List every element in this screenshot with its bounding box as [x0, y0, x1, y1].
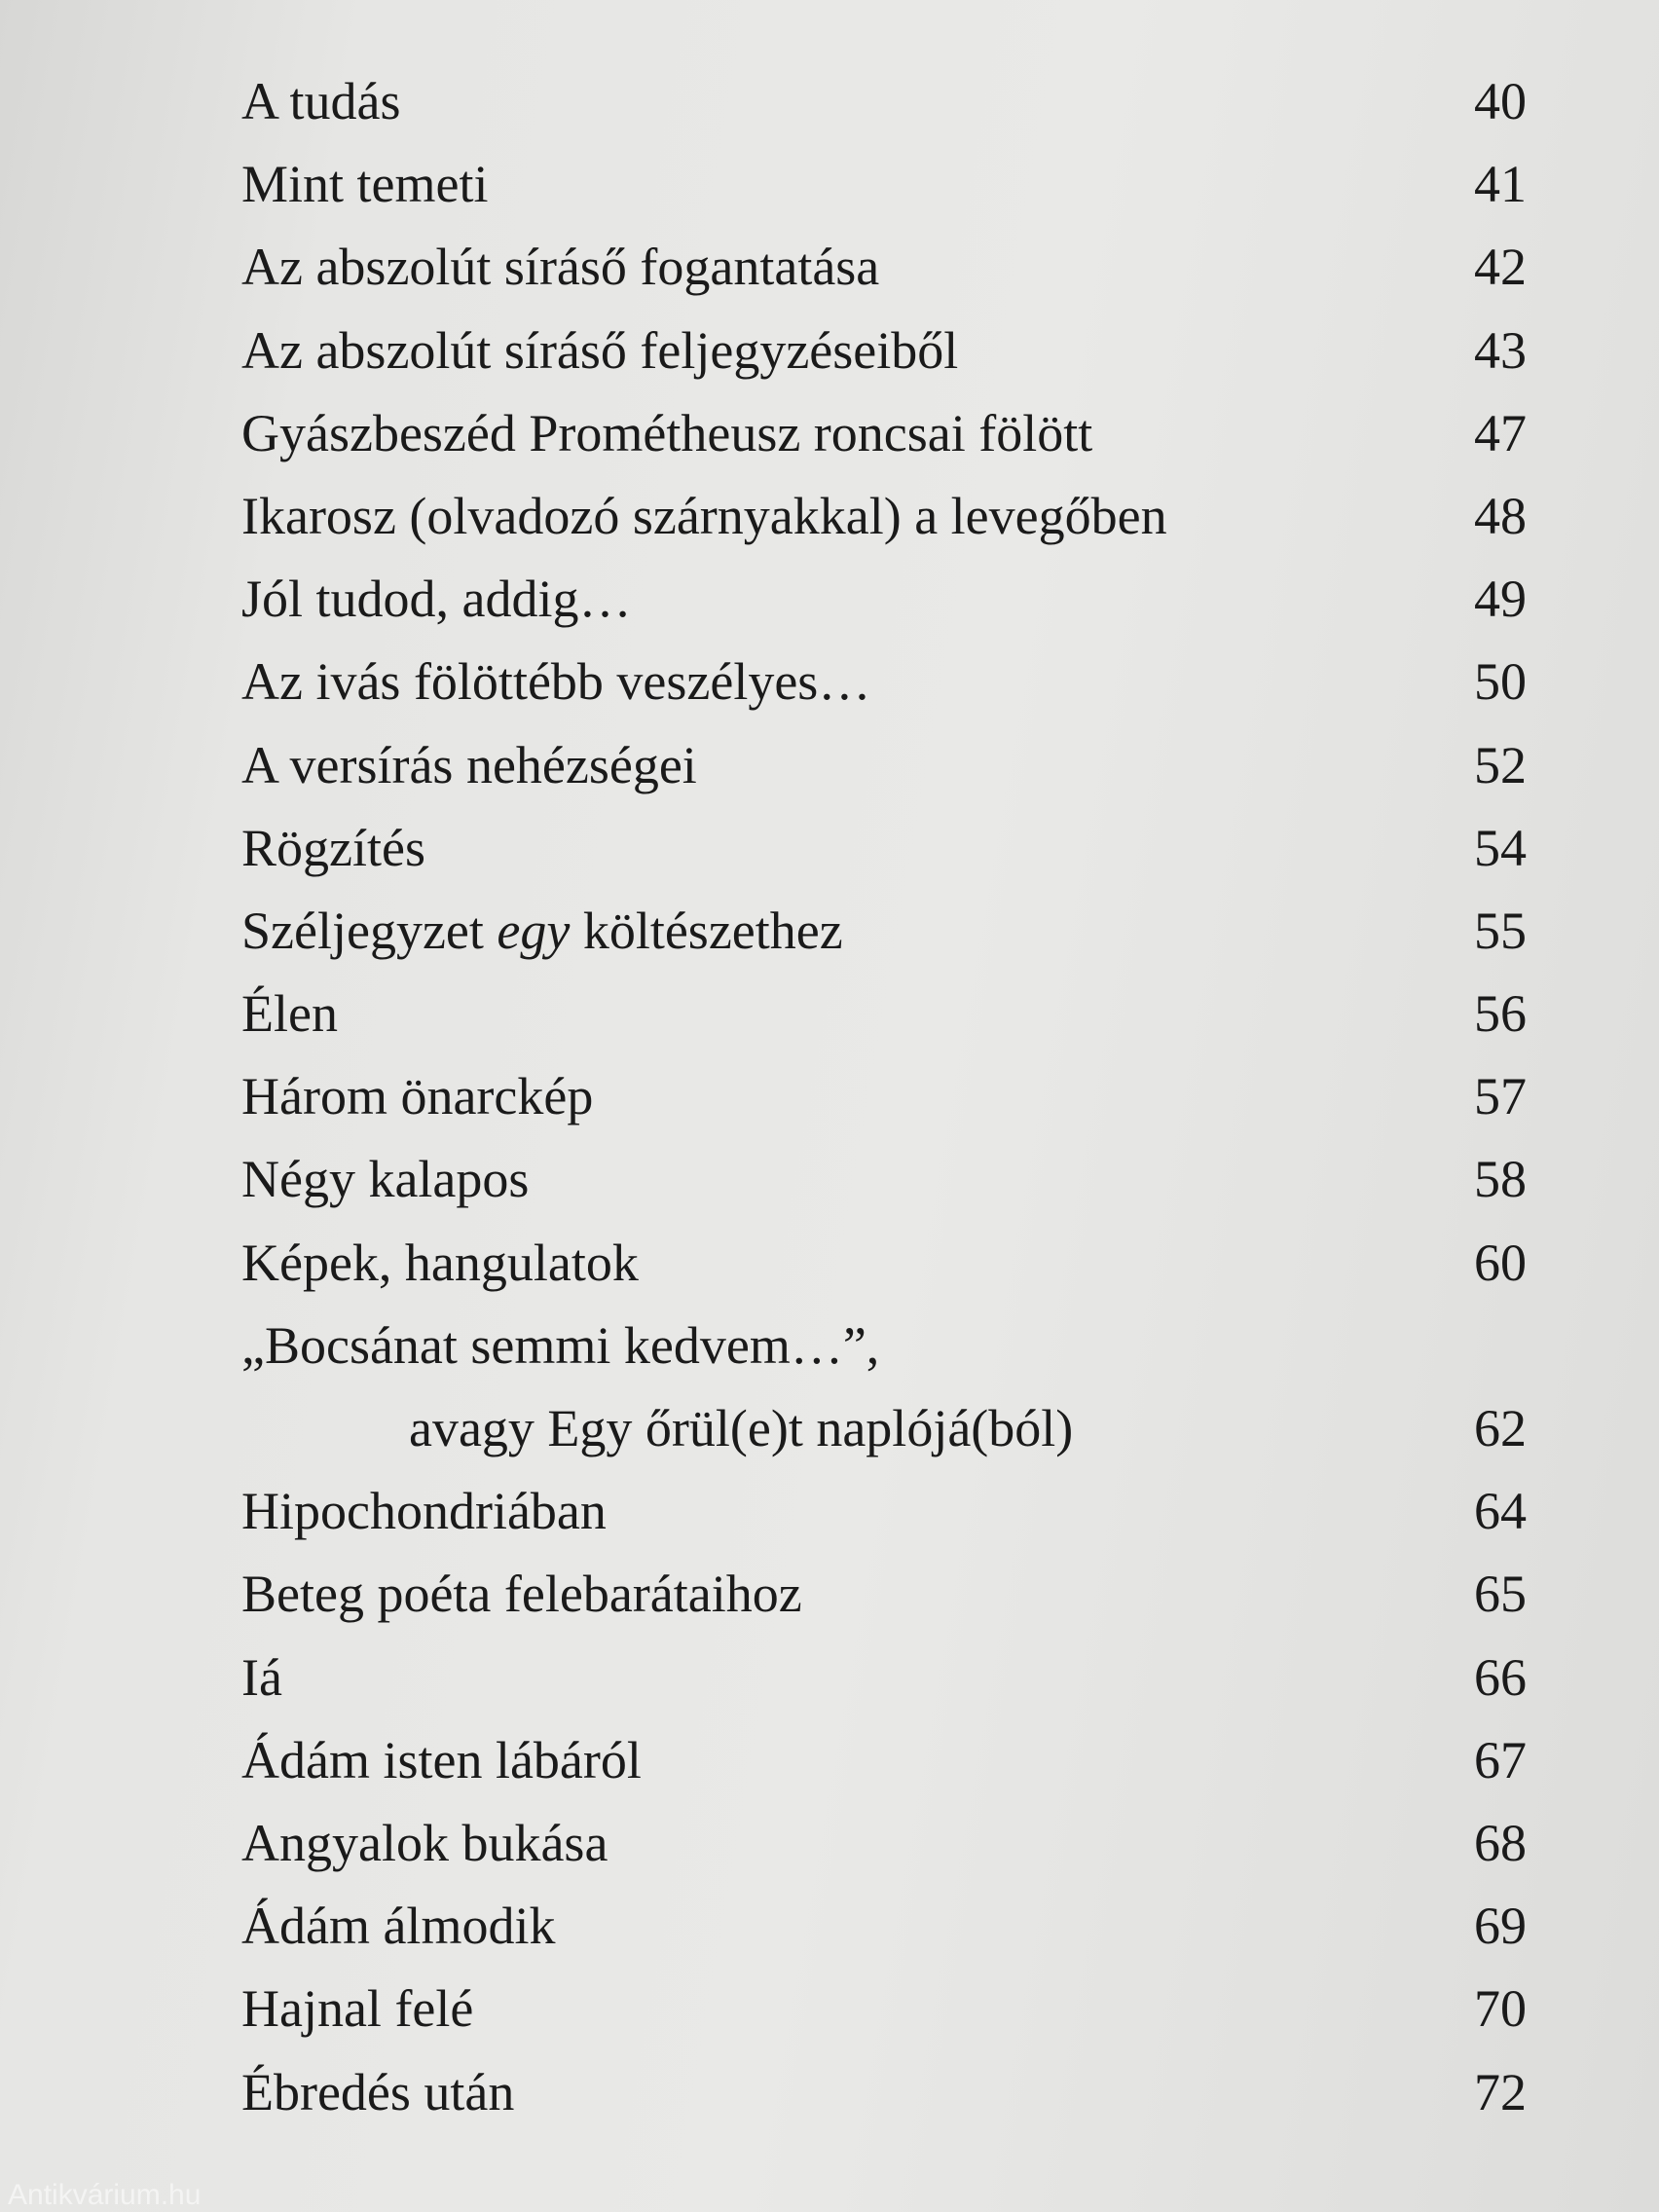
toc-entry	[241, 232, 1527, 314]
toc-entry-page: 49	[1474, 570, 1527, 629]
toc-entry	[241, 730, 1527, 813]
toc-entry-title: Élen	[241, 984, 338, 1044]
toc-entry-page: 69	[1474, 1897, 1527, 1956]
toc-entry	[241, 66, 1527, 149]
toc-entry-page: 57	[1474, 1067, 1527, 1126]
toc-entry	[241, 1144, 1527, 1227]
toc-entry	[241, 1891, 1527, 1973]
toc-entry	[241, 398, 1527, 481]
toc-entry-title: A tudás	[241, 72, 401, 130]
toc-entry	[241, 1476, 1527, 1559]
toc-entry-page: 50	[1474, 652, 1527, 712]
toc-entry-title: Jól tudod, addig…	[241, 570, 632, 629]
toc-entry-page: 47	[1474, 403, 1527, 462]
toc-entry-page: 62	[1474, 1399, 1527, 1457]
toc-entry	[241, 315, 1527, 398]
toc-entry	[241, 564, 1527, 646]
toc-entry-page: 65	[1474, 1565, 1527, 1624]
toc-entry	[241, 149, 1527, 232]
toc-entry	[241, 1642, 1527, 1725]
watermark: Antikvárium.hu	[8, 2179, 202, 2211]
toc-entry-title: Három önarckép	[241, 1067, 594, 1126]
toc-entry-title: Mint temeti	[241, 155, 489, 214]
toc-entry-title-pre: Széljegyzet	[241, 901, 498, 960]
toc-entry	[241, 646, 1527, 729]
toc-entry-page: 68	[1474, 1813, 1527, 1872]
toc-entry-title-post: költészethez	[570, 901, 843, 960]
toc-entry-page: 58	[1474, 1150, 1527, 1209]
toc-entry-title: Az abszolút síráső feljegyzéseiből	[241, 320, 959, 380]
toc-entry-page: 70	[1474, 1979, 1527, 2039]
toc-entry	[241, 1973, 1527, 2056]
toc-entry-title: avagy Egy őrül(e)t naplójá(ból)	[409, 1399, 1074, 1457]
toc-entry-title: Rögzítés	[241, 818, 425, 877]
toc-entry-title: „Bocsánat semmi kedvem…”,	[241, 1315, 880, 1375]
toc-entry-title: Ikarosz (olvadozó szárnyakkal) a levegőben	[241, 486, 1167, 545]
toc-entry-title: Gyászbeszéd Prométheusz roncsai fölött	[241, 403, 1093, 462]
toc-entry-title	[241, 896, 843, 966]
toc-entry-page: 48	[1474, 486, 1527, 545]
toc-entry-page: 56	[1474, 984, 1527, 1044]
toc-entry	[241, 1061, 1527, 1144]
toc-entry	[241, 813, 1527, 896]
toc-entry-page: 64	[1474, 1482, 1527, 1541]
toc-entry	[241, 1310, 1527, 1393]
toc-entry-title: Hajnal felé	[241, 1979, 474, 2039]
table-of-contents	[241, 66, 1527, 2140]
toc-entry	[241, 1559, 1527, 1641]
toc-entry-title: Ádám álmodik	[241, 1897, 556, 1956]
toc-entry-title-emphasis: egy	[497, 901, 571, 960]
toc-entry-page: 52	[1474, 735, 1527, 794]
toc-entry-title: Az ivás fölöttébb veszélyes…	[241, 652, 871, 712]
toc-entry	[241, 2057, 1527, 2140]
toc-entry-title: Képek, hangulatok	[241, 1233, 639, 1292]
toc-entry-title: Négy kalapos	[241, 1150, 530, 1209]
toc-entry-page: 55	[1474, 901, 1527, 960]
toc-entry-title: Ádám isten lábáról	[241, 1730, 642, 1789]
toc-entry	[241, 481, 1527, 564]
toc-entry	[241, 1808, 1527, 1891]
toc-entry-page: 43	[1474, 320, 1527, 380]
toc-entry-page: 66	[1474, 1647, 1527, 1707]
toc-entry-title: Hipochondriában	[241, 1482, 607, 1541]
toc-entry-title: Ébredés után	[241, 2062, 515, 2121]
toc-entry-title: A versírás nehézségei	[241, 735, 697, 794]
toc-entry-page: 72	[1474, 2062, 1527, 2121]
toc-entry-page: 40	[1474, 72, 1527, 130]
toc-entry-page: 54	[1474, 818, 1527, 877]
toc-entry-page: 42	[1474, 238, 1527, 297]
toc-entry	[241, 1725, 1527, 1808]
toc-entry-title: Az abszolút síráső fogantatása	[241, 238, 880, 297]
toc-entry-page: 67	[1474, 1730, 1527, 1789]
toc-entry	[241, 896, 1527, 978]
toc-entry-page: 60	[1474, 1233, 1527, 1292]
toc-entry-title: Angyalok bukása	[241, 1813, 608, 1872]
toc-entry	[241, 978, 1527, 1061]
toc-entry	[241, 1393, 1527, 1476]
toc-entry	[241, 1228, 1527, 1310]
toc-entry-title: Iá	[241, 1647, 282, 1707]
toc-entry-page: 41	[1474, 155, 1527, 214]
toc-entry-title: Beteg poéta felebarátaihoz	[241, 1565, 802, 1624]
